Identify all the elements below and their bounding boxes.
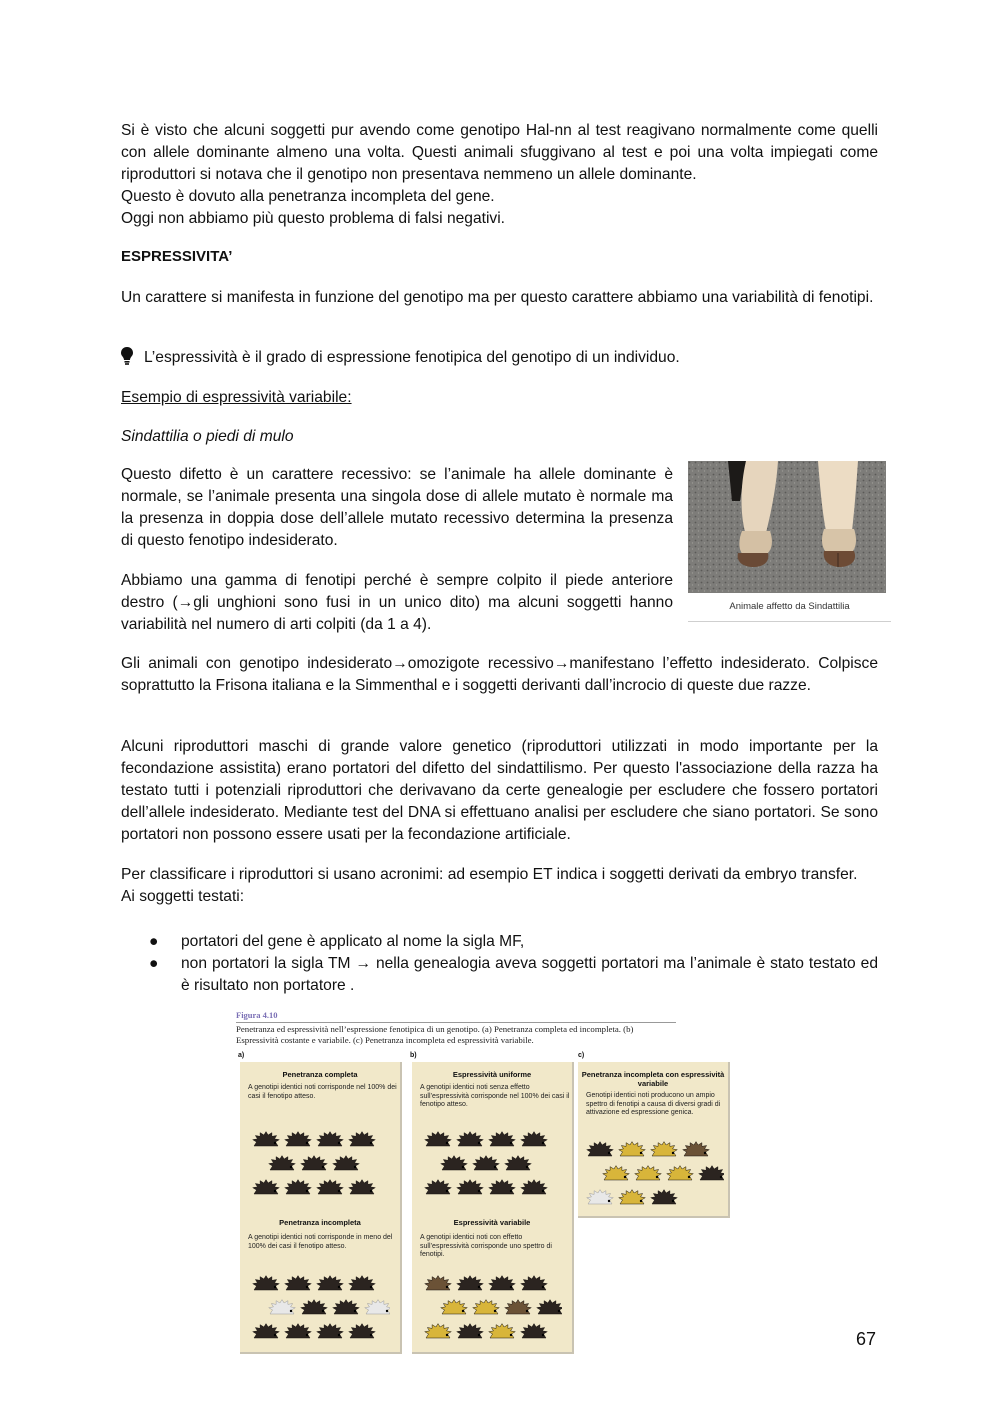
panel-b-title-2: Espressività variabile [453,1218,531,1227]
animal-icon [425,1180,452,1194]
animal-icon [317,1132,344,1146]
animal-icon [365,1300,390,1314]
animal-icon [457,1276,484,1290]
animal-icon [457,1132,484,1146]
figure-description: Penetranza ed espressività nell’espressione fenotipica di un genotipo. (a) Penetranza completa ed incompleta. (b) Espressività costante e variabile. (c) Penetranza incompleta ed espressività variabile. [236,1022,676,1046]
animal-icon [253,1324,280,1338]
panel-c-letter: c) [578,1052,585,1059]
panel-a-title: Penetranza completa [282,1070,358,1079]
animal-icon [425,1276,452,1290]
list-item [121,931,878,953]
animal-icon [269,1300,296,1314]
animal-icon [489,1132,516,1146]
animal-icon [699,1166,724,1180]
animal-icon [651,1142,678,1156]
tested-subjects-list [121,931,878,997]
animal-icon [333,1300,360,1314]
syndactyly-photo [688,461,886,593]
animal-icon [441,1156,468,1170]
animal-icon [521,1324,548,1338]
animal-icon [285,1132,312,1146]
animal-icon [285,1276,312,1290]
animal-icon [333,1156,360,1170]
animal-icon [521,1132,548,1146]
animal-icon [425,1324,452,1338]
animal-icon [317,1324,344,1338]
animal-icon [317,1276,344,1290]
panel-c-title: Penetranza incompleta con espressività variabile [581,1070,725,1088]
animal-icon [683,1142,710,1156]
paragraph-breeders: Alcuni riproduttori maschi di grande valore genetico (riproduttori utilizzati in modo importante per la fecondazione assistita) erano portatori del difetto del sindattilismo. Per questo l'associazione della razza ha testato tutti i potenziali riproduttori che derivavano da certe genealogie per escludere che fossero portatori dell’allele indesiderato. Mediante test del DNA si effettuano analisi per escludere che siano portatori. Se sono portatori non possono essere usati per la fecondazione artificiale. [121,738,878,843]
animal-icon [253,1132,280,1146]
animal-icon [521,1180,548,1194]
text-p8: Per classificare i riproduttori si usano acronimi: ad esempio ET indica i soggetti derivati da embryo transfer. [121,866,858,883]
animal-icon [301,1300,328,1314]
page-number: 67 [856,1329,877,1349]
paragraph-intro [121,120,878,230]
animal-icon [317,1180,344,1194]
paragraph-undesired-genotype: Gli animali con genotipo indesiderato→omozigote recessivo→manifestano l’effetto indesiderato. Colpisce soprattutto la Frisona italiana e la Simmenthal e i soggetti derivanti dall’incrocio di queste due razze. [121,655,878,694]
paragraph-acronyms [121,864,878,908]
animal-icon [505,1300,532,1314]
animal-icon [473,1300,500,1314]
animal-icon [603,1166,630,1180]
photo-caption: Animale affetto da Sindattilia [729,601,850,612]
panel-b-text: A genotipi identici noti senza effetto sull’espressività corrisponde nel 100% dei casi il fenotipo atteso. [420,1084,570,1108]
list-item-text: non portatori la sigla TM → nella genealogia aveva soggetti portatori ma l’animale è stato testato ed è risultato non portatore . [181,955,878,994]
panel-a-text-2: A genotipi identici noti corrisponde in meno del 100% dei casi il fenotipo atteso. [248,1234,393,1250]
animal-icon [457,1324,484,1338]
panel-c [578,1062,730,1218]
paragraph-phenotype-range: Abbiamo una gamma di fenotipi perché è sempre colpito il piede anteriore destro (→gli unghioni sono fusi in un unico dito) ma alcuni soggetti hanno variabilità nel numero di arti colpiti (da 1 a 4). [121,572,673,633]
paragraph-definition [121,347,878,372]
panel-b-text-2: A genotipi identici noti con effetto sull’espressività corrisponde uno spettro di fenotipi. [420,1234,552,1258]
figure-penetrance-expressivity [236,1010,736,1355]
syndactyly-photo-figure [688,461,891,624]
text-p1b: Questo è dovuto alla penetranza incompleta del gene. [121,188,495,205]
section-heading: ESPRESSIVITA’ [121,248,233,265]
text-p3: L’espressività è il grado di espressione fenotipica del genotipo di un individuo. [144,349,680,366]
panel-c-herd [584,1138,724,1210]
example-title: Esempio di espressività variabile: [121,389,352,406]
animal-icon [285,1324,312,1338]
animal-icon [441,1300,468,1314]
paragraph-definition-context: Un carattere si manifesta in funzione del genotipo ma per questo carattere abbiamo una variabilità di fenotipi. [121,289,874,306]
animal-icon [651,1190,678,1204]
panel-b-letter: b) [410,1052,417,1059]
animal-icon [587,1142,614,1156]
animal-icon [349,1132,376,1146]
lightbulb-icon [121,347,134,372]
animal-icon [537,1300,562,1314]
caption-divider [688,621,891,622]
text-p1: Si è visto che alcuni soggetti pur avendo come genotipo Hal-nn al test reagivano normalmente come quelli con allele dominante almeno una volta. Questi animali sfuggivano al test e poi una volta impiegati come riproduttori si notava che il genotipo non presentava nemmeno un allele dominante. [121,122,878,183]
text-p1c: Oggi non abbiamo più questo problema di falsi negativi. [121,210,506,227]
animal-icon [269,1156,296,1170]
animal-icon [521,1276,548,1290]
animal-icon [473,1156,500,1170]
panel-b-bottom-herd [422,1272,562,1352]
panel-a-top-herd [250,1128,390,1208]
animal-icon [285,1180,312,1194]
animal-icon [349,1276,376,1290]
animal-icon [349,1180,376,1194]
animal-icon [619,1190,646,1204]
panel-a-text: A genotipi identici noti corrisponde nel 100% dei casi il fenotipo atteso. [248,1084,397,1100]
panel-b-title: Espressività uniforme [452,1070,532,1079]
animal-icon [301,1156,328,1170]
animal-icon [457,1180,484,1194]
animal-icon [587,1190,614,1204]
panel-a [240,1062,402,1354]
animal-icon [667,1166,694,1180]
list-item [121,953,878,997]
panel-a-title-2: Penetranza incompleta [279,1218,361,1227]
list-item-text: portatori del gene è applicato al nome la sigla MF, [181,933,525,950]
panel-b-top-herd [422,1128,562,1208]
bullet-icon: ● [149,933,159,950]
panel-a-bottom-herd [250,1272,390,1352]
animal-icon [253,1276,280,1290]
figure-label: Figura 4.10 [236,1010,278,1020]
bullet-icon: ● [149,955,159,972]
paragraph-recessive: Questo difetto è un carattere recessivo: se l’animale ha allele dominante è normale, se l’animale presenta una singola dose di allele mutato è normale ma la presenza in doppia dose dell’allele mutato recessivo determina la presenza di questo fenotipo indesiderato. [121,466,673,549]
animal-icon [253,1180,280,1194]
example-subtitle: Sindattilia o piedi di mulo [121,428,294,445]
animal-icon [505,1156,532,1170]
panel-b [412,1062,574,1354]
text-p9: Ai soggetti testati: [121,888,245,905]
animal-icon [349,1324,376,1338]
animal-icon [425,1132,452,1146]
animal-icon [635,1166,662,1180]
panel-c-text: Genotipi identici noti producono un ampio spettro di fenotipi a causa di diversi gradi di attivazione ed espressione genica. [586,1092,721,1116]
animal-icon [489,1276,516,1290]
animal-icon [619,1142,646,1156]
animal-icon [489,1324,516,1338]
animal-icon [489,1180,516,1194]
panel-a-letter: a) [238,1052,245,1059]
